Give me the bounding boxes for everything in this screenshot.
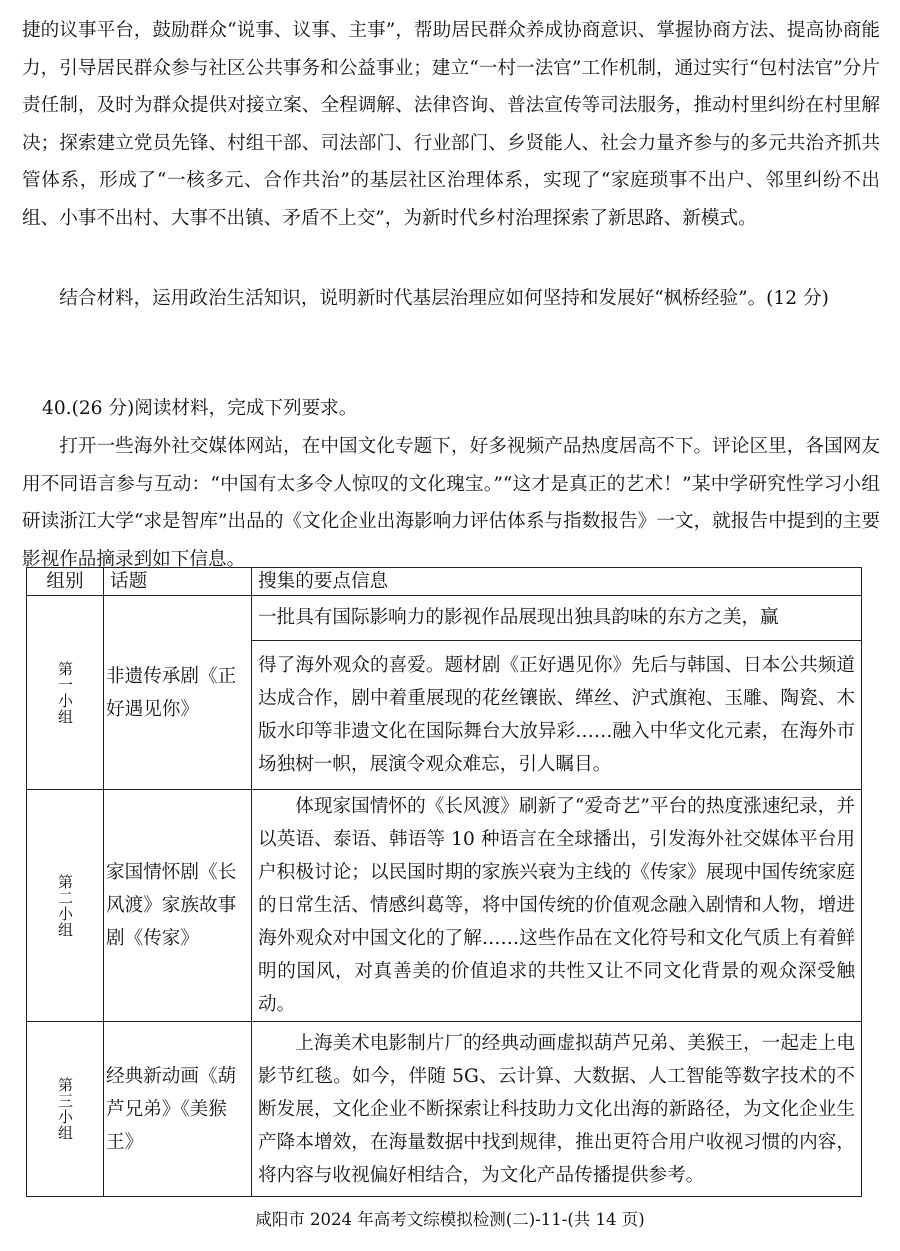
info-cell [252, 596, 862, 790]
table-row [27, 1022, 862, 1197]
topic-cell: 家国情怀剧《长风渡》家族故事剧《传家》 [104, 790, 252, 1022]
material-paragraph-40: 打开一些海外社交媒体网站，在中国文化专题下，好多视频产品热度居高不下。评论区里，各国网友用不同语言参与互动：“中国有太多令人惊叹的文化瑰宝。”“这才是真正的艺术！”某中学研究性学习小组研读浙江大学“求是智库”出品的《文化企业出海影响力评估体系与指数报告》一文，就报告中提到的主要影视作品摘录到如下信息。 [22, 436, 880, 570]
group-cell [27, 1022, 104, 1197]
header-info: 搜集的要点信息 [252, 568, 862, 596]
group-label: 第二小组 [56, 873, 74, 938]
topic-cell: 经典新动画《葫芦兄弟》《美猴王》 [104, 1022, 252, 1197]
table-header-row [27, 568, 862, 596]
info-text: 得了海外观众的喜爱。题材剧《正好遇见你》先后与韩国、日本公共频道达成合作，剧中着重展现的花丝镶嵌、缂丝、沪式旗袍、玉雕、陶瓷、木版水印等非遗文化在国际舞台大放异彩……融入中华文化元素，在海外市场独树一帜，展演令观众难忘，引人瞩目。 [258, 654, 855, 775]
question-prompt: 结合材料，运用政治生活知识，说明新时代基层治理应如何坚持和发展好“枫桥经验”。(12 分) [59, 288, 829, 309]
info-table [26, 567, 862, 1197]
header-topic: 话题 [104, 568, 252, 596]
header-group: 组别 [27, 568, 104, 596]
page-footer: 咸阳市 2024 年高考文综模拟检测(二)-11-(共 14 页) [255, 1210, 645, 1229]
topic-cell: 非遗传承剧《正好遇见你》 [104, 596, 252, 790]
group-cell [27, 790, 104, 1022]
table-row [27, 790, 862, 1022]
group-label: 第一小组 [56, 660, 74, 725]
group-label: 第三小组 [56, 1077, 74, 1141]
info-text: 上海美术电影制片厂的经典动画虚拟葫芦兄弟、美猴王，一起走上电影节红毯。如今，伴随 5G、云计算、大数据、人工智能等数字技术的不断发展，文化企业不断探索让科技助力文化出海的新路径，为文化企业生产降本增效，在海量数据中找到规律，推出更符合用户收视习惯的内容，将内容与收视偏好相结合，为文化产品传播提供参考。 [252, 1022, 862, 1197]
material-paragraph-continued: 捷的议事平台，鼓励群众“说事、议事、主事”，帮助居民群众养成协商意识、掌握协商方法、提高协商能力，引导居民群众参与社区公共事务和公益事业；建立“一村一法官”工作机制，通过实行“包村法官”分片责任制，及时为群众提供对接立案、全程调解、法律咨询、普法宣传等司法服务，推动村里纠纷在村里解决；探索建立党员先锋、村组干部、司法部门、行业部门、乡贤能人、社会力量齐参与的多元共治齐抓共管体系，形成了“一核多元、合作共治”的基层社区治理体系，实现了“家庭琐事不出户、邻里纠纷不出组、小事不出村、大事不出镇、矛盾不上交”，为新时代乡村治理探索了新思路、新模式。 [22, 20, 880, 229]
table-row [27, 596, 862, 790]
info-first-line: 一批具有国际影响力的影视作品展现出独具韵味的东方之美，赢 [252, 597, 861, 641]
question-40-heading: 40.(26 分)阅读材料，完成下列要求。 [42, 398, 358, 419]
group-cell [27, 596, 104, 790]
info-text: 体现家国情怀的《长风渡》刷新了“爱奇艺”平台的热度涨速纪录，并以英语、泰语、韩语等 10 种语言在全球播出，引发海外社交媒体平台用户积极讨论；以民国时期的家族兴衰为主线的《传家》展现中国传统家庭的日常生活、情感纠葛等，将中国传统的价值观念融入剧情和人物，增进海外观众对中国文化的了解……这些作品在文化符号和文化气质上有着鲜明的国风，对真善美的价值追求的共性又让不同文化背景的观众深受触动。 [252, 790, 862, 1022]
